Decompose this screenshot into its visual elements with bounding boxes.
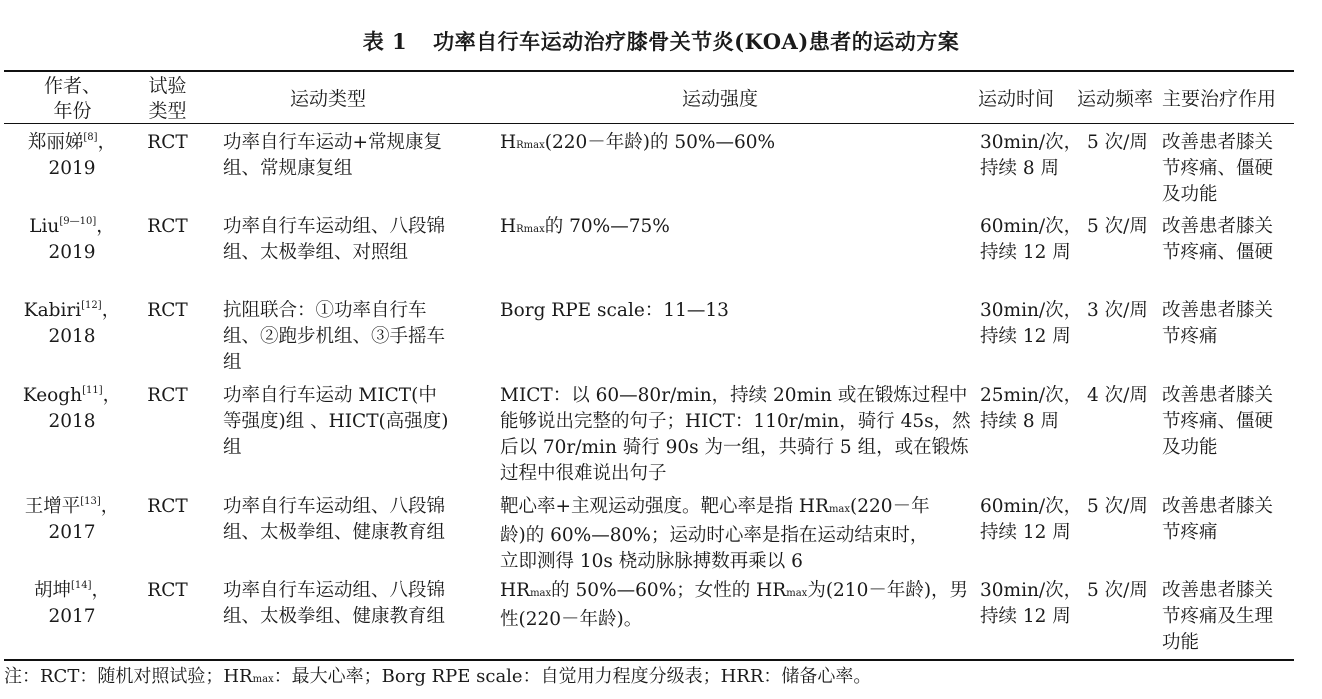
row4-trial: RCT: [147, 385, 188, 406]
row3-duration: [980, 298, 1082, 350]
row5-intensity-line3: 立即测得 10s 桡动脉脉搏数再乘以 6: [500, 551, 803, 572]
row6-frequency: 5 次/周: [1087, 580, 1148, 601]
row4-author-name: Keogh: [22, 385, 83, 406]
row6-duration: [980, 578, 1082, 630]
row3-type: [223, 298, 445, 376]
row1-duration-line2: 持续 8 周: [980, 158, 1060, 179]
row2-duration-line1: 60min/次，: [980, 216, 1083, 237]
row1-intensity-rest: (220－年龄)的 50%—60%: [544, 132, 776, 153]
row6-intensity-b: 的 50%—60%；女性的 HR: [551, 580, 787, 601]
row2-effect-line1: 改善患者膝关: [1162, 216, 1274, 237]
row3-effect: [1162, 298, 1273, 350]
row3-type-line3: 组: [223, 352, 242, 373]
row3-type-line2: 组、②跑步机组、③手摇车: [223, 326, 446, 347]
row6-intensity-a: HR: [500, 580, 531, 601]
row6-ref: [14]: [70, 580, 92, 591]
row4-effect-line3: 及功能: [1162, 437, 1218, 458]
row1-type: [223, 130, 442, 182]
row5-intensity: [500, 494, 930, 575]
row1-effect-line2: 节疼痛、僵硬: [1162, 158, 1274, 179]
row1-type-line1: 功率自行车运动+常规康复: [223, 132, 443, 153]
row5-author-name: 王增平: [24, 496, 81, 517]
row4-type-line3: 组: [223, 437, 242, 458]
row5-duration: [980, 494, 1082, 546]
row1-effect-line3: 及功能: [1162, 184, 1218, 205]
row4-duration-line2: 持续 8 周: [980, 411, 1060, 432]
row6-effect-line3: 功能: [1162, 632, 1200, 653]
row6-type-line1: 功率自行车运动组、八段锦: [223, 580, 446, 601]
table-caption: [0, 26, 1322, 56]
row2-trial: RCT: [147, 216, 188, 237]
row3-duration-line2: 持续 12 周: [980, 326, 1071, 347]
row1-intensity: [500, 130, 775, 159]
row4-type: [223, 383, 448, 461]
row3-duration-line1: 30min/次，: [980, 300, 1083, 321]
footnote-part1: 注：RCT：随机对照试验；HR: [4, 666, 253, 687]
row5-type-line1: 功率自行车运动组、八段锦: [223, 496, 446, 517]
row5-effect-line1: 改善患者膝关: [1162, 496, 1274, 517]
row5-year: 2017: [48, 522, 96, 543]
row4-effect: [1162, 383, 1273, 461]
header-author-line1: 作者、: [43, 75, 101, 97]
row4-duration-line1: 25min/次，: [980, 385, 1083, 406]
row5-type-line2: 组、太极拳组、健康教育组: [223, 522, 446, 543]
row4-type-line2: 等强度)组 、HICT(高强度): [223, 411, 449, 432]
row1-effect-line1: 改善患者膝关: [1162, 132, 1274, 153]
row4-frequency: 4 次/周: [1087, 385, 1148, 406]
row1-duration-line1: 30min/次，: [980, 132, 1083, 153]
row1-frequency: 5 次/周: [1087, 132, 1148, 153]
row5-intensity-line2: 龄)的 60%—80%；运动时心率是指在运动结束时，: [500, 525, 929, 546]
header-trial-line2: 类型: [148, 100, 187, 122]
row1-effect: [1162, 130, 1273, 208]
row6-duration-line1: 30min/次，: [980, 580, 1083, 601]
row3-year: 2018: [48, 326, 96, 347]
row2-intensity-h: H: [500, 216, 517, 237]
row4-intensity-line1: MICT：以 60—80r/min，持续 20min 或在锻炼过程中: [500, 385, 968, 406]
row2-author: Liu[9—10]， 2019: [18, 214, 126, 266]
row4-author: Keogh[11]， 2018: [18, 383, 126, 435]
row2-type-line1: 功率自行车运动组、八段锦: [223, 216, 446, 237]
row3-intensity: [500, 298, 729, 324]
row6-author-name: 胡坤: [33, 580, 71, 601]
row2-type: [223, 214, 445, 266]
row6-effect-line1: 改善患者膝关: [1162, 580, 1274, 601]
row2-intensity: [500, 214, 670, 243]
row6-author: 胡坤[14]， 2017: [18, 578, 126, 630]
row5-frequency: 5 次/周: [1087, 496, 1148, 517]
row6-trial: RCT: [147, 580, 188, 601]
bottom-rule: [4, 659, 1294, 661]
row2-effect-line2: 节疼痛、僵硬: [1162, 242, 1274, 263]
row6-effect: [1162, 578, 1273, 656]
row4-intensity-line3: 后以 70r/min 骑行 90s 为一组，共骑行 5 组，或在锻炼: [500, 437, 969, 458]
row5-effect: [1162, 494, 1273, 546]
row4-intensity: [500, 383, 971, 487]
row3-author-name: Kabiri: [23, 300, 82, 321]
header-intensity: 运动强度: [681, 88, 758, 110]
row4-effect-line1: 改善患者膝关: [1162, 385, 1274, 406]
row5-trial: RCT: [147, 496, 188, 517]
row2-frequency: 5 次/周: [1087, 216, 1148, 237]
table-title: 功率自行车运动治疗膝骨关节炎(KOA)患者的运动方案: [433, 29, 960, 54]
row5-intensity-a: 靶心率+主观运动强度。靶心率是指 HR: [500, 496, 829, 517]
header-trial: [135, 74, 200, 124]
row4-effect-line2: 节疼痛、僵硬: [1162, 411, 1274, 432]
row2-author-name: Liu: [29, 216, 60, 237]
row1-intensity-h: H: [500, 132, 517, 153]
row2-duration: [980, 214, 1082, 266]
row6-intensity-c: 为(210－年龄)，男: [807, 580, 969, 601]
top-rule: [4, 70, 1294, 72]
row1-intensity-sub: Rmax: [516, 140, 545, 151]
row5-intensity-sub: max: [828, 504, 851, 515]
footnote-part2: ：最大心率；Borg RPE scale：自觉用力程度分级表；HRR：储备心率。: [273, 666, 872, 687]
row5-type: [223, 494, 445, 546]
row4-intensity-line2: 能够说出完整的句子；HICT：110r/min，骑行 45s，然: [500, 411, 971, 432]
row3-type-line1: 抗阻联合：①功率自行车: [223, 300, 427, 321]
header-frequency: 运动频率: [1077, 88, 1154, 110]
row2-duration-line2: 持续 12 周: [980, 242, 1071, 263]
row5-author: 王增平[13]， 2017: [18, 494, 126, 546]
row6-intensity-sub1: max: [530, 588, 552, 599]
header-author-line2: 年份: [53, 100, 92, 122]
row1-author-name: 郑丽娣: [27, 132, 84, 153]
row1-ref: [8]: [83, 132, 98, 143]
header-effect: 主要治疗作用: [1162, 88, 1277, 110]
row3-ref: [12]: [81, 300, 102, 311]
row1-type-line2: 组、常规康复组: [223, 158, 353, 179]
row3-intensity-line1: Borg RPE scale：11—13: [500, 300, 729, 321]
row4-type-line1: 功率自行车运动 MICT(中: [223, 385, 437, 406]
row4-year: 2018: [48, 411, 96, 432]
row5-effect-line2: 节疼痛: [1162, 522, 1218, 543]
row3-effect-line2: 节疼痛: [1162, 326, 1218, 347]
row3-author: Kabiri[12]， 2018: [18, 298, 126, 350]
header-author: [20, 74, 125, 124]
row2-type-line2: 组、太极拳组、对照组: [223, 242, 409, 263]
row1-duration: [980, 130, 1082, 182]
row3-trial: RCT: [147, 300, 188, 321]
row3-effect-line1: 改善患者膝关: [1162, 300, 1274, 321]
header-exercise-type: 运动类型: [289, 88, 366, 110]
header-trial-line1: 试验: [148, 75, 187, 97]
row4-intensity-line4: 过程中很难说出句子: [500, 463, 667, 484]
row1-trial: RCT: [147, 132, 188, 153]
row6-intensity-sub2: max: [786, 588, 808, 599]
row6-effect-line2: 节疼痛及生理: [1162, 606, 1274, 627]
row6-type: [223, 578, 445, 630]
row6-intensity-line2: 性(220－年龄)。: [500, 609, 643, 630]
row1-year: 2019: [48, 158, 96, 179]
row1-author: 郑丽娣[8]， 2019: [18, 130, 126, 182]
footnote-sub: max: [252, 674, 274, 685]
row2-effect: [1162, 214, 1273, 266]
row4-ref: [11]: [82, 385, 103, 396]
row5-ref: [13]: [80, 496, 101, 507]
row2-intensity-rest: 的 70%—75%: [544, 216, 670, 237]
row3-frequency: 3 次/周: [1087, 300, 1148, 321]
row4-duration: [980, 383, 1082, 435]
row2-intensity-sub: Rmax: [516, 224, 545, 235]
table-number: 表 1: [362, 29, 408, 54]
header-duration: 运动时间: [978, 88, 1055, 110]
row6-type-line2: 组、太极拳组、健康教育组: [223, 606, 446, 627]
row6-duration-line2: 持续 12 周: [980, 606, 1071, 627]
row2-year: 2019: [48, 242, 96, 263]
row5-duration-line1: 60min/次，: [980, 496, 1083, 517]
row5-duration-line2: 持续 12 周: [980, 522, 1071, 543]
table-footnote: [4, 664, 871, 693]
row6-year: 2017: [48, 606, 96, 627]
row6-intensity: [500, 578, 968, 633]
row5-intensity-b: (220－年: [850, 496, 930, 517]
row2-ref: [9—10]: [59, 216, 97, 227]
